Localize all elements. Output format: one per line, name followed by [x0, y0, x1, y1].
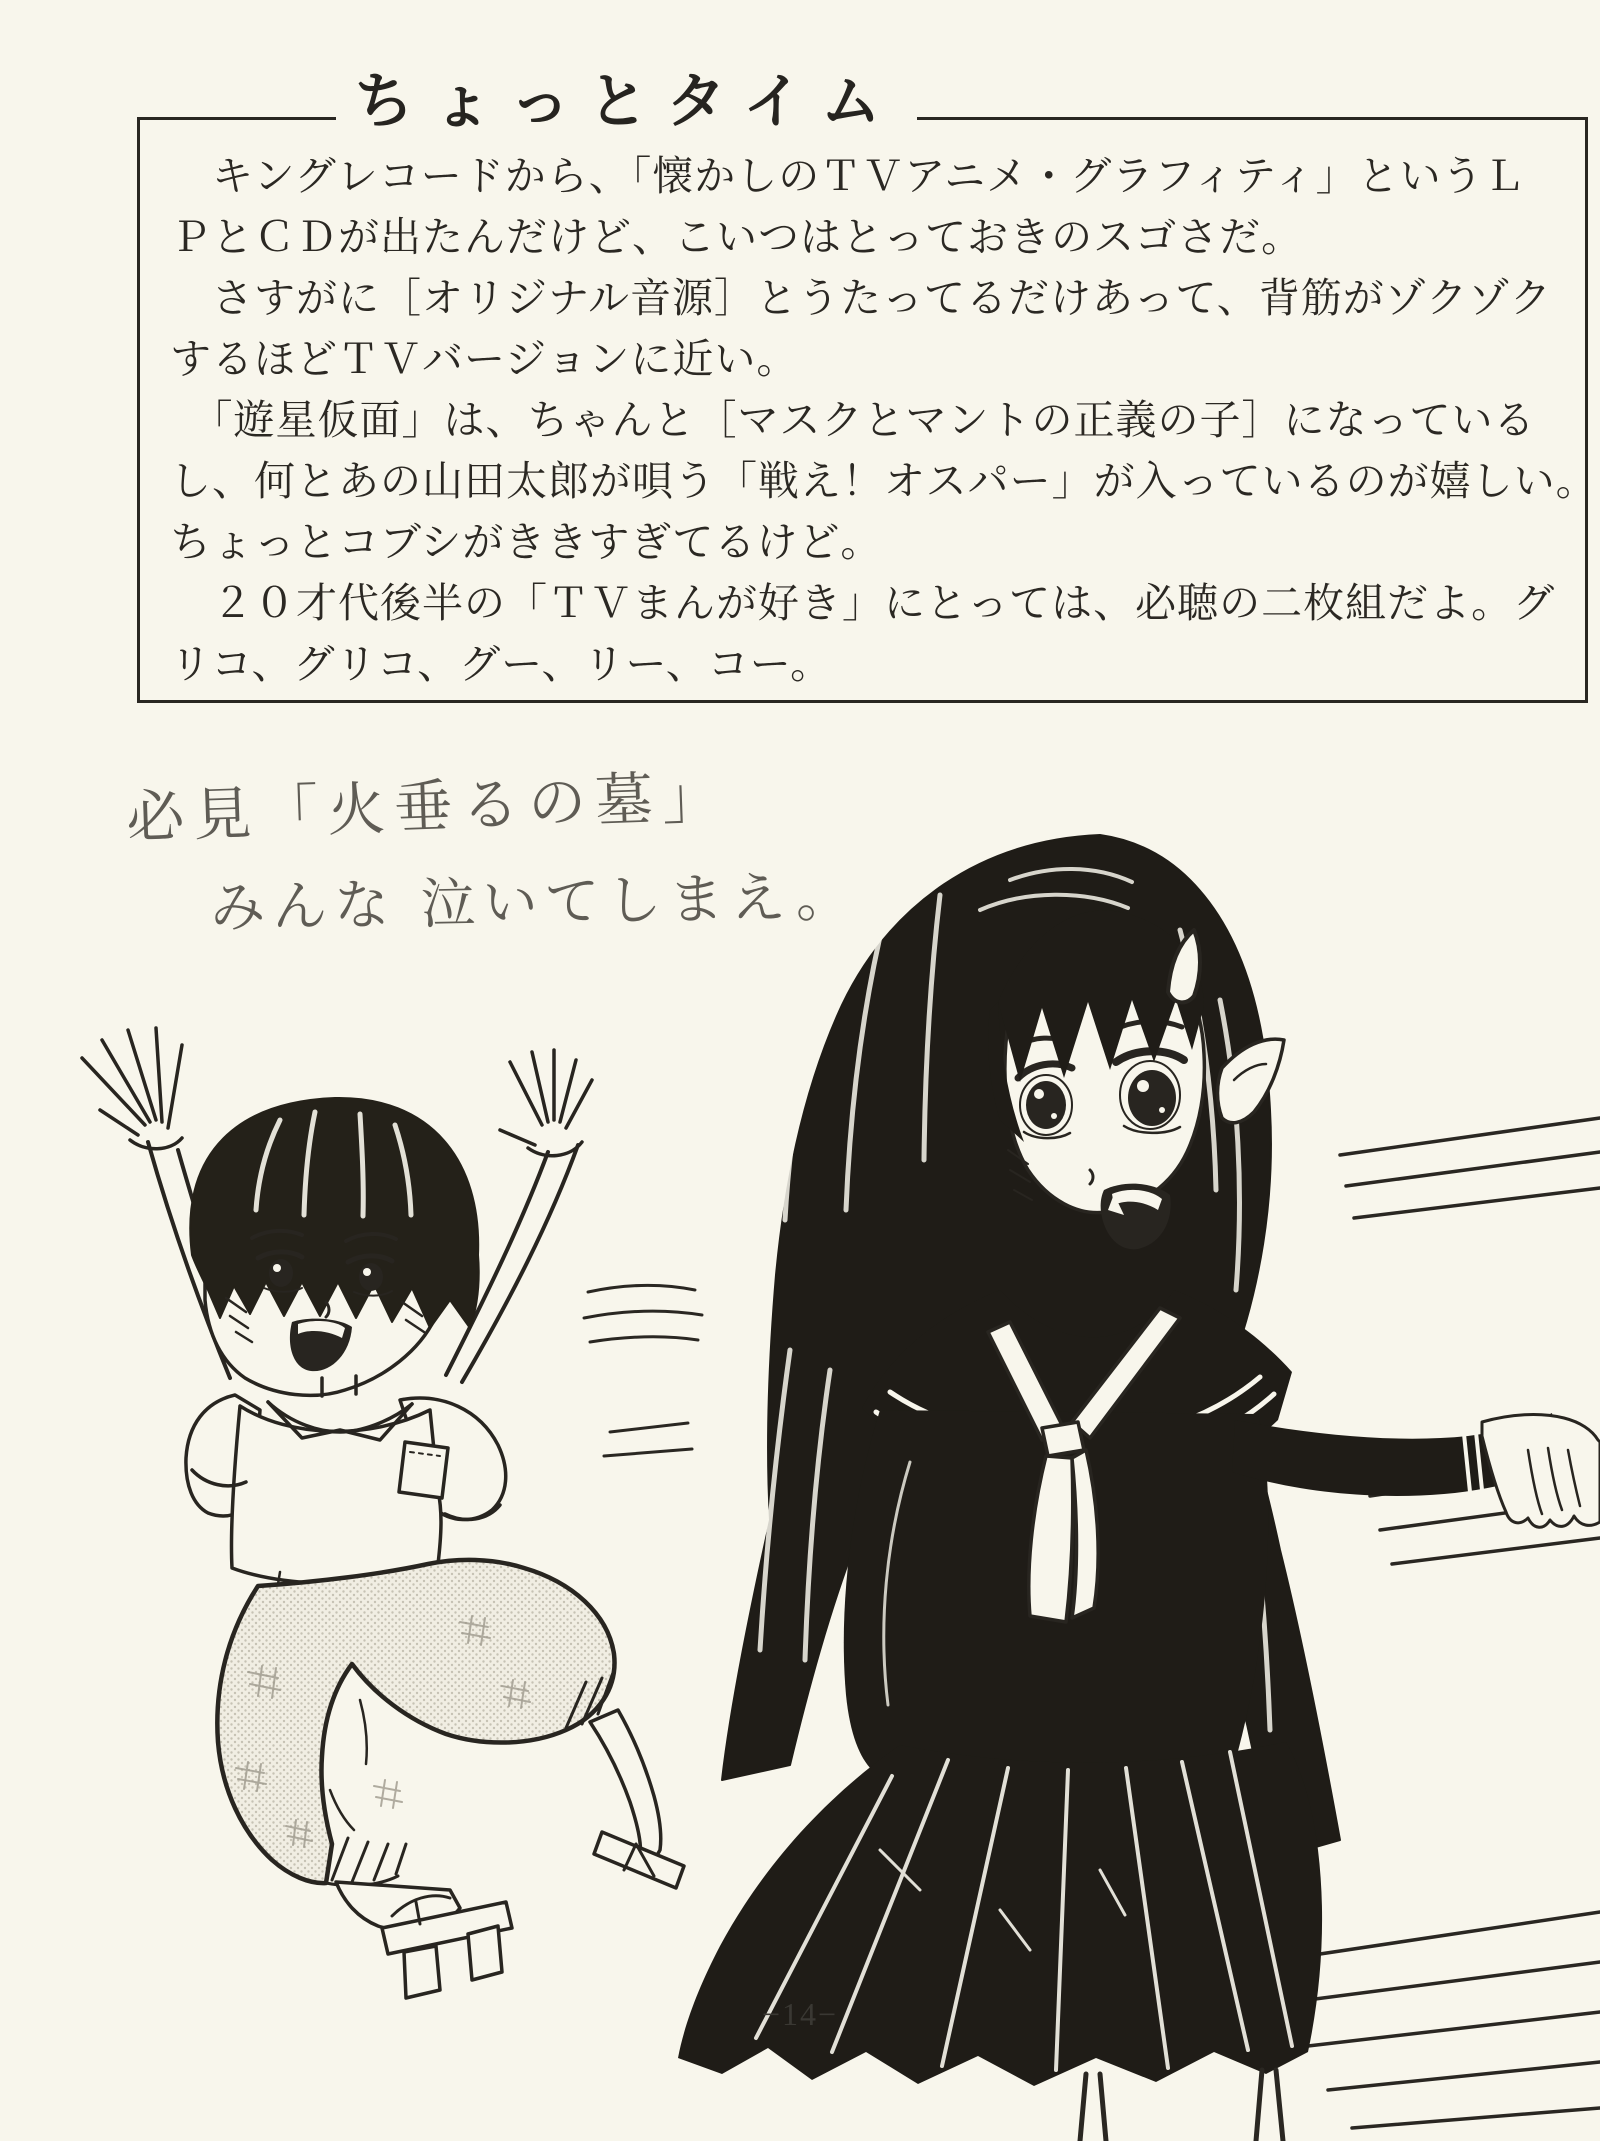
girl-right-arm — [1232, 1413, 1600, 1527]
body-line: し、何とあの山田太郎が唄う「戦え！オスパー」が入っているのが嬉しい。 — [170, 458, 1598, 504]
review-box — [137, 69, 1598, 703]
body-line: ちょっとコブシがききすぎてるけど。 — [170, 519, 883, 565]
body-line: 「遊星仮面」は、ちゃんと［マスクとマントの正義の子］になっている — [170, 397, 1536, 443]
body-line: するほどＴＶバージョンに近い。 — [170, 336, 799, 382]
handwritten-note-line2: みんな 泣いてしまえ。 — [209, 864, 859, 940]
child-pants — [217, 1560, 614, 1886]
body-line: リコ、グリコ、グー、リー、コー。 — [170, 641, 833, 687]
body-line: ２０才代後半の「ＴＶまんが好き」にとっては、必聴の二枚組だよ。グ — [170, 580, 1556, 626]
girl-illustration — [580, 650, 1600, 2141]
page-number: −14− — [761, 1996, 839, 2032]
handwritten-note-line1: 必見「火垂るの墓」 — [125, 762, 731, 852]
body-line: ＰとＣＤが出たんだけど、こいつはとっておきのスゴさだ。 — [170, 214, 1304, 260]
bench-legs — [1080, 2070, 1283, 2141]
body-line: さすがに［オリジナル音源］とうたってるだけあって、背筋がゾクゾク — [170, 275, 1552, 321]
box-title: ちょっとタイム — [336, 56, 917, 148]
pleated-skirt — [678, 1742, 1322, 2086]
body-line: キングレコードから、「懐かしのＴＶアニメ・グラフィティ」というＬ — [170, 153, 1526, 199]
child-head — [190, 1098, 478, 1395]
